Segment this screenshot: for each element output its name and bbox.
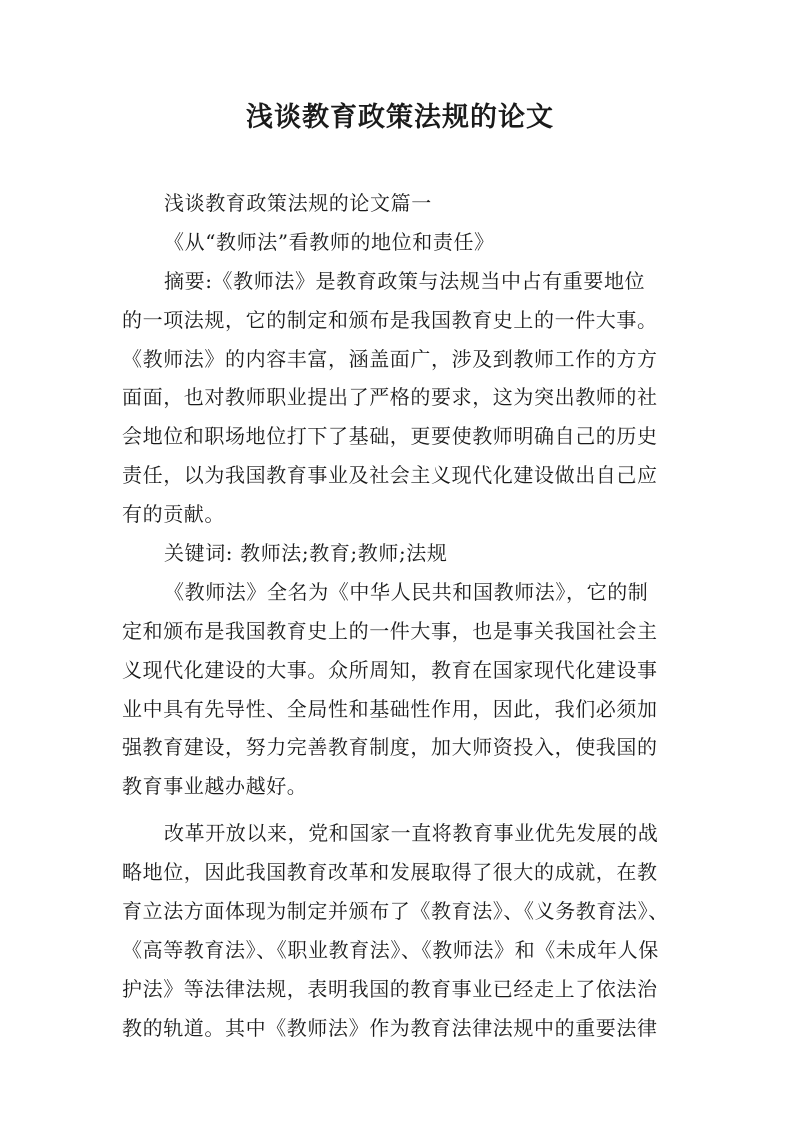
paragraph-line: 义现代化建设的大事。众所周知，教育在国家现代化建设事 — [122, 657, 658, 682]
paragraph-line: 略地位，因此我国教育改革和发展取得了很大的成就，在教 — [122, 860, 658, 885]
paragraph-line: 定和颁布是我国教育史上的一件大事，也是事关我国社会主 — [122, 618, 658, 643]
article-title-line: 《从“教师法”看教师的地位和责任》 — [164, 229, 495, 254]
paragraph-gap — [122, 806, 682, 814]
subtitle-line: 浅谈教育政策法规的论文篇一 — [164, 191, 432, 215]
paragraph-line: 《教师法》全名为《中华人民共和国教师法》，它的制 — [164, 579, 649, 604]
paragraph-line: 教的轨道。其中《教师法》作为教育法律法规中的重要法律 — [122, 1015, 658, 1040]
abstract-line: 的一项法规，它的制定和颁布是我国教育史上的一件大事。 — [122, 307, 658, 332]
abstract-line: 《教师法》的内容丰富，涵盖面广，涉及到教师工作的方方 — [122, 346, 658, 371]
paragraph-line: 改革开放以来，党和国家一直将教育事业优先发展的战 — [164, 821, 659, 846]
abstract-line: 会地位和职场地位打下了基础，更要使教师明确自己的历史 — [122, 424, 658, 449]
abstract-line: 有的贡献。 — [122, 502, 225, 527]
abstract-line: 责任，以为我国教育事业及社会主义现代化建设做出自己应 — [122, 463, 658, 488]
paragraph-line: 育立法方面体现为制定并颁布了《教育法》、《义务教育法》、 — [122, 899, 669, 924]
abstract-line: 面面，也对教师职业提出了严格的要求，这为突出教师的社 — [122, 385, 658, 410]
paragraph-line: 《高等教育法》、《职业教育法》、《教师法》和《未成年人保 — [122, 937, 659, 962]
document-body — [122, 184, 682, 1048]
keywords-line: 关键词: 教师法;教育;教师;法规 — [164, 541, 448, 566]
paragraph-line: 业中具有先导性、全局性和基础性作用，因此，我们必须加 — [122, 696, 658, 721]
paragraph-line: 护法》等法律法规，表明我国的教育事业已经走上了依法治 — [122, 976, 658, 1001]
paragraph-line: 教育事业越办越好。 — [122, 774, 308, 799]
paragraph-line: 强教育建设，努力完善教育制度，加大师资投入，使我国的 — [122, 735, 658, 760]
document-title: 浅谈教育政策法规的论文 — [246, 102, 554, 133]
abstract-line: 摘要:《教师法》是教育政策与法规当中占有重要地位 — [164, 268, 646, 293]
